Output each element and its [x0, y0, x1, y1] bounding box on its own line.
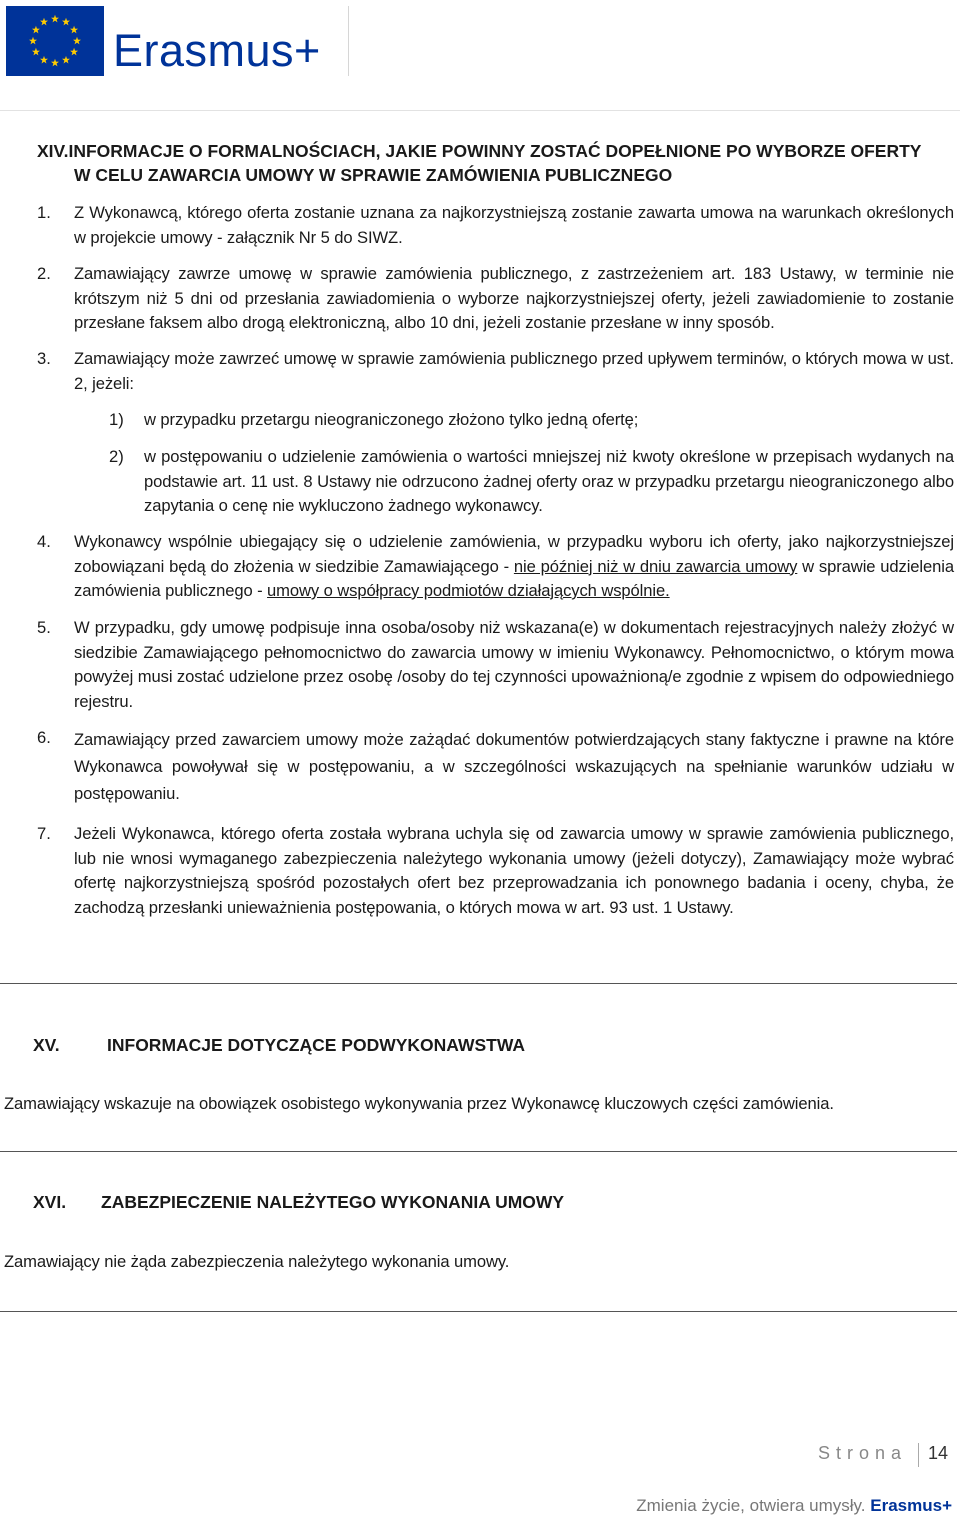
item-text [74, 530, 954, 604]
item-text: W przypadku, gdy umowę podpisuje inna osoba/osoby niż wskazana(e) w dokumentach rejestracyjnych należy złożyć w siedzibie Zamawiającego pełnomocnictwo do zawarcia umowy w imieniu Wykonawcy. Pełnomocnictwo, o którym mowa powyżej musi zostać udzielone przez osobę /osoby do tej czynności upoważnioną/e zgodnie z wpisem do odpowiedniego rejestru. [74, 618, 954, 711]
slogan-brand: Erasmus+ [870, 1496, 952, 1515]
section-15-body: Zamawiający wskazuje na obowiązek osobistego wykonywania przez Wykonawcę kluczowych części zamówienia. [4, 1094, 834, 1113]
eu-flag-icon [6, 6, 104, 76]
item-number: 3. [37, 349, 51, 368]
section-16-number: XVI. [33, 1192, 67, 1212]
item-number: 2. [37, 264, 51, 283]
item-number: 7. [37, 824, 51, 843]
item-number: 6. [37, 728, 51, 747]
section-15-title: INFORMACJE DOTYCZĄCE PODWYKONAWSTWA [107, 1035, 526, 1055]
item-text: Zamawiający może zawrzeć umowę w sprawie zamówienia publicznego przed upływem terminów, o których mowa w ust. 2, jeżeli: [74, 349, 954, 393]
section-divider [0, 1151, 957, 1152]
header-rule [0, 110, 960, 111]
subitem-number: 1) [109, 410, 124, 429]
item-text: Zamawiający zawrze umowę w sprawie zamówienia publicznego, z zastrzeżeniem art. 183 Ustawy, w terminie nie krótszym niż 5 dni od przesłania zawiadomienia o wyborze najkorzystniejszej oferty, jeżeli zawiadomienie to zostanie przesłane faksem albo drogą elektroniczną, albo 10 dni, jeżeli zostanie przesłane w inny sposób. [74, 264, 954, 332]
section-14-title-line1: XIV.INFORMACJE O FORMALNOŚCIACH, JAKIE POWINNY ZOSTAĆ DOPEŁNIONE PO WYBORZE OFERTY [37, 141, 922, 161]
item-number: 1. [37, 203, 51, 222]
section-14-title [37, 139, 957, 187]
section-14-title-line2: W CELU ZAWARCIA UMOWY W SPRAWIE ZAMÓWIENIA PUBLICZNEGO [74, 165, 673, 185]
page-label-separator [918, 1443, 919, 1467]
page-number: 14 [928, 1443, 949, 1463]
agreement-underlined: umowy o współpracy podmiotów działających wspólnie. [267, 581, 670, 600]
page-label: Strona [818, 1443, 908, 1463]
logo-divider [348, 6, 349, 76]
subitem-text: w postępowaniu o udzielenie zamówienia o wartości mniejszej niż kwoty określone w przepisach wydanych na podstawie art. 11 ust. 8 Ustawy nie odrzucono żadnej oferty oraz w przypadku przetargu nieograniczonego albo zapytania o cenę nie wykluczono żadnego wykonawcy. [144, 447, 954, 515]
item-text-part: w sprawie udzielenia zamówienia publicznego - [74, 556, 954, 600]
erasmus-logo-text: Erasmus+ [113, 25, 321, 76]
item-text: Zamawiający przed zawarciem umowy może zażądać dokumentów potwierdzających stany faktyczne i prawne na które Wykonawca powoływał się w postępowaniu, a w szczególności wskazujących na spełnianie warunków udziału w postępowaniu. [74, 730, 954, 803]
section-16-body: Zamawiający nie żąda zabezpieczenia należytego wykonania umowy. [4, 1252, 510, 1271]
subitem-text: w przypadku przetargu nieograniczonego złożono tylko jedną ofertę; [144, 410, 639, 429]
item-text-part: Wykonawcy wspólnie ubiegający się o udzielenie zamówienia, w przypadku wyboru ich oferty, jako najkorzystniejszej zobowiązani będą do złożenia w siedzibie Zamawiającego - [74, 532, 954, 576]
page-header [0, 0, 960, 110]
item-text: Z Wykonawcą, którego oferta zostanie uznana za najkorzystniejszą zostanie zawarta umowa na warunkach określonych w projekcie umowy - załącznik Nr 5 do SIWZ. [74, 203, 954, 247]
slogan-text: Zmienia życie, otwiera umysły. [636, 1496, 866, 1515]
item-number: 4. [37, 532, 51, 551]
section-16-title: ZABEZPIECZENIE NALEŻYTEGO WYKONANIA UMOWY [101, 1192, 565, 1212]
section-divider [0, 1311, 957, 1312]
deadline-underlined: nie później niż w dniu zawarcia umowy [513, 556, 798, 576]
item-number: 5. [37, 618, 51, 637]
footer-slogan [636, 1496, 952, 1516]
section-15-number: XV. [33, 1035, 60, 1055]
section-divider [0, 983, 957, 984]
subitem-number: 2) [109, 447, 124, 466]
item-text: Jeżeli Wykonawca, którego oferta została wybrana uchyla się od zawarcia umowy w sprawie zamówienia publicznego, lub nie wnosi wymaganego zabezpieczenia należytego wykonania umowy (jeżeli dotyczy), Zamawiający może wybrać ofertę najkorzystniejszą spośród pozostałych ofert bez przeprowadzania ich ponownego badania i oceny, chyba, że zachodzą przesłanki unieważnienia postępowania, o których mowa w art. 93 ust. 1 Ustawy. [74, 824, 954, 917]
